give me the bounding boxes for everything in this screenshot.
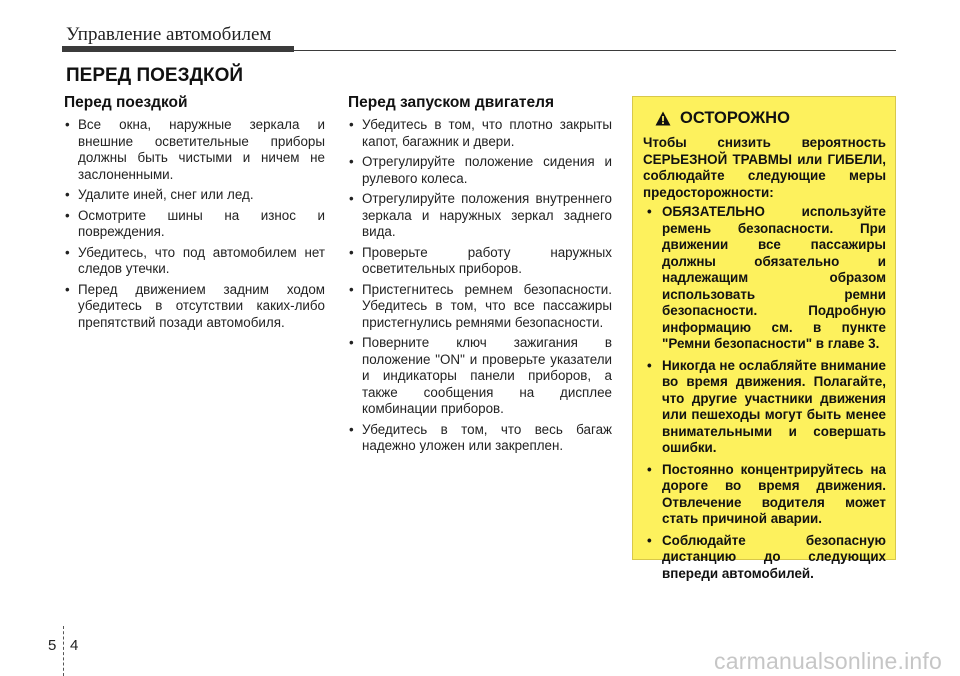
header-rule-thick: [62, 46, 294, 52]
page-number: 4: [70, 637, 79, 654]
list-item: • Никогда не ослабляйте внимание во время движения. Полагайте, что другие участники движения или пешеходы могут быть менее внимательными и совершать ошибки.: [643, 358, 886, 457]
before-trip-list: [64, 117, 325, 331]
before-trip-column: [64, 94, 325, 335]
list-item: • Постоянно концентрируйтесь на дороге во время движения. Отвлечение водителя может стать причиной аварии.: [643, 462, 886, 528]
list-item: • Убедитесь, что под автомобилем нет следов утечки.: [64, 245, 325, 278]
list-item: • ОБЯЗАТЕЛЬНО используйте ремень безопасности. При движении все пассажиры должны обязательно и надлежащим образом использовать ремни безопасности. Подробную информацию см. в пункте "Ремни безопасности" в главе 3.: [643, 204, 886, 353]
warning-triangle-icon: [655, 111, 671, 126]
page-divider: [63, 626, 64, 676]
list-item: • Пристегнитесь ремнем безопасности. Убедитесь в том, что все пассажиры пристегнулись ремнями безопасности.: [348, 282, 612, 332]
warning-header: [643, 107, 886, 129]
list-item: • Отрегулируйте положения внутреннего зеркала и наружных зеркал заднего вида.: [348, 191, 612, 241]
page-chapter-number: 5: [48, 637, 57, 654]
before-start-heading: Перед запуском двигателя: [348, 94, 554, 111]
warning-intro: Чтобы снизить вероятность СЕРЬЕЗНОЙ ТРАВМЫ или ГИБЕЛИ, соблюдайте следующие меры предосторожности:: [643, 135, 886, 200]
header-rule-thin: [294, 50, 896, 51]
list-item: • Осмотрите шины на износ и повреждения.: [64, 208, 325, 241]
section-title: ПЕРЕД ПОЕЗДКОЙ: [66, 65, 244, 86]
before-trip-heading: Перед поездкой: [64, 94, 188, 111]
watermark: carmanualsonline.info: [714, 648, 942, 674]
list-item: • Соблюдайте безопасную дистанцию до следующих впереди автомобилей.: [643, 533, 886, 583]
before-start-list: [348, 117, 612, 455]
before-start-column: [348, 94, 612, 459]
warning-box: [632, 96, 896, 581]
list-item: • Удалите иней, снег или лед.: [64, 187, 325, 204]
list-item: • Отрегулируйте положение сидения и рулевого колеса.: [348, 154, 612, 187]
chapter-title: Управление автомобилем: [66, 24, 272, 45]
list-item: • Убедитесь в том, что весь багаж надежно уложен или закреплен.: [348, 422, 612, 455]
list-item: • Все окна, наружные зеркала и внешние осветительные приборы должны быть чистыми и ничем не заслоненными.: [64, 117, 325, 183]
list-item: • Перед движением задним ходом убедитесь в отсутствии каких-либо препятствий позади автомобиля.: [64, 282, 325, 332]
list-item: • Проверьте работу наружных осветительных приборов.: [348, 245, 612, 278]
warning-list: [643, 204, 886, 582]
warning-title: ОСТОРОЖНО: [680, 108, 790, 127]
list-item: • Убедитесь в том, что плотно закрыты капот, багажник и двери.: [348, 117, 612, 150]
list-item: • Поверните ключ зажигания в положение "ON" и проверьте указатели и индикаторы панели приборов, а также сообщения на дисплее комбинации приборов.: [348, 335, 612, 418]
